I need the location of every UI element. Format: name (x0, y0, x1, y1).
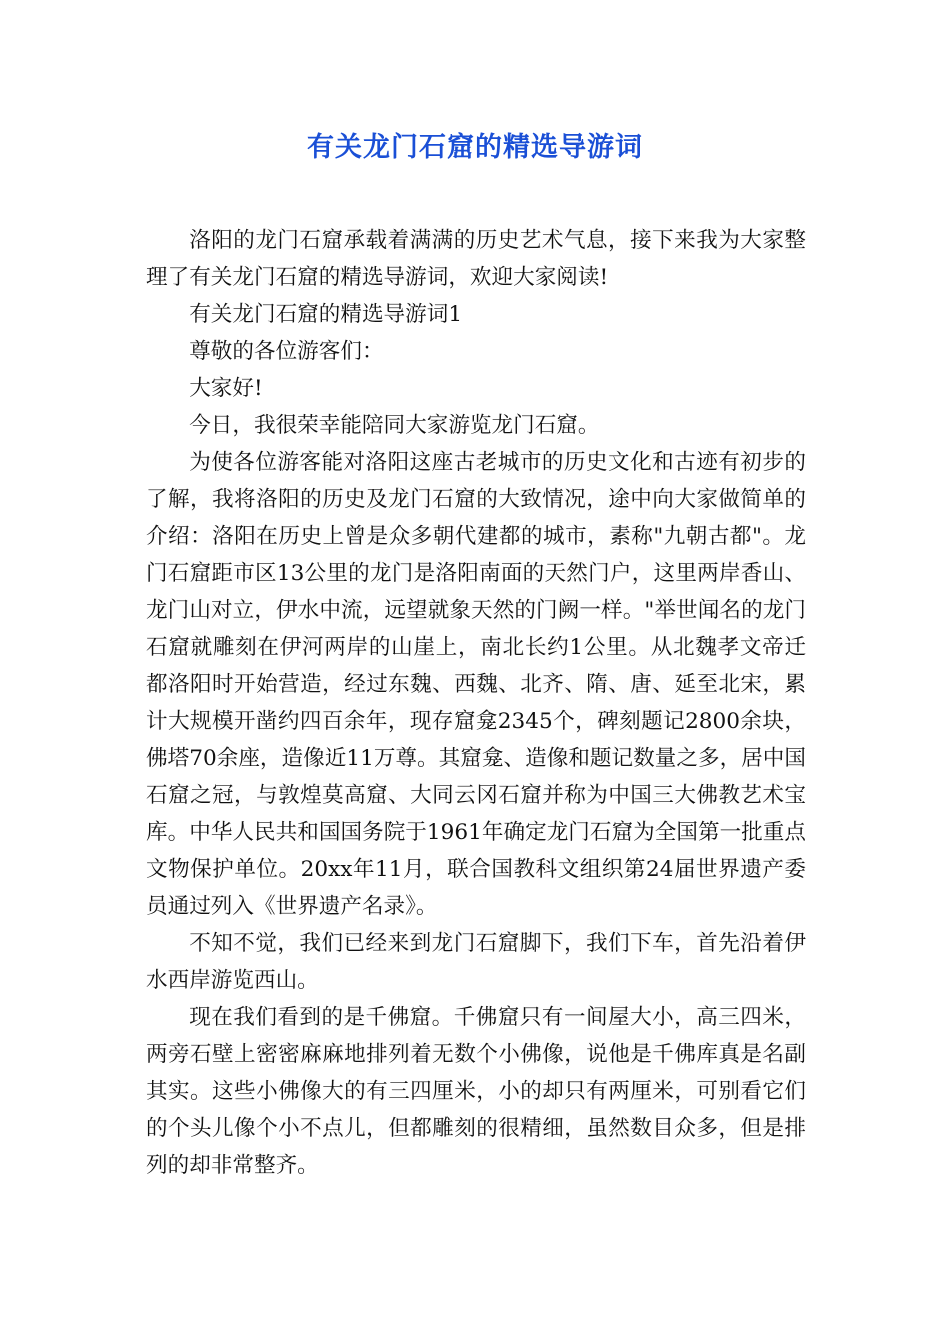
paragraph-arrival: 不知不觉，我们已经来到龙门石窟脚下，我们下车，首先沿着伊水西岸游览西山。 (146, 931, 806, 993)
paragraph-section-heading: 有关龙门石窟的精选导游词1 (189, 302, 463, 327)
paragraph-today: 今日，我很荣幸能陪同大家游览龙门石窟。 (189, 413, 600, 438)
paragraph-thousand-buddha: 现在我们看到的是千佛窟。千佛窟只有一间屋大小，高三四米，两旁石壁上密密麻麻地排列着无数个小佛像，说他是千佛库真是名副其实。这些小佛像大的有三四厘米，小的却只有两厘米，可别看它们的个头儿像个小不点儿，但都雕刻的很精细，虽然数目众多，但是排列的却非常整齐。 (146, 1005, 806, 1178)
document-title: 有关龙门石窟的精选导游词 (307, 132, 643, 163)
paragraph-salutation: 尊敬的各位游客们： (189, 339, 384, 364)
paragraph-greeting: 大家好! (189, 376, 263, 401)
document-body (146, 222, 806, 1184)
paragraph-history: 为使各位游客能对洛阳这座古老城市的历史文化和古迹有初步的了解，我将洛阳的历史及龙门石窟的大致情况，途中向大家做简单的介绍：洛阳在历史上曾是众多朝代建都的城市，素称"九朝古都"。龙门石窟距市区13公里的龙门是洛阳南面的天然门户，这里两岸香山、龙门山对立，伊水中流，远望就象天然的门阙一样。"举世闻名的龙门石窟就雕刻在伊河两岸的山崖上，南北长约1公里。从北魏孝文帝迁都洛阳时开始营造，经过东魏、西魏、北齐、隋、唐、延至北宋，累计大规模开凿约四百余年，现存窟龛2345个，碑刻题记2800余块，佛塔70余座，造像近11万尊。其窟龛、造像和题记数量之多，居中国石窟之冠，与敦煌莫高窟、大同云冈石窟并称为中国三大佛教艺术宝库。中华人民共和国国务院于1961年确定龙门石窟为全国第一批重点文物保护单位。20xx年11月，联合国教科文组织第24届世界遗产委员通过列入《世界遗产名录》。 (146, 450, 806, 919)
paragraph-intro: 洛阳的龙门石窟承载着满满的历史艺术气息，接下来我为大家整理了有关龙门石窟的精选导游词，欢迎大家阅读! (146, 228, 806, 290)
